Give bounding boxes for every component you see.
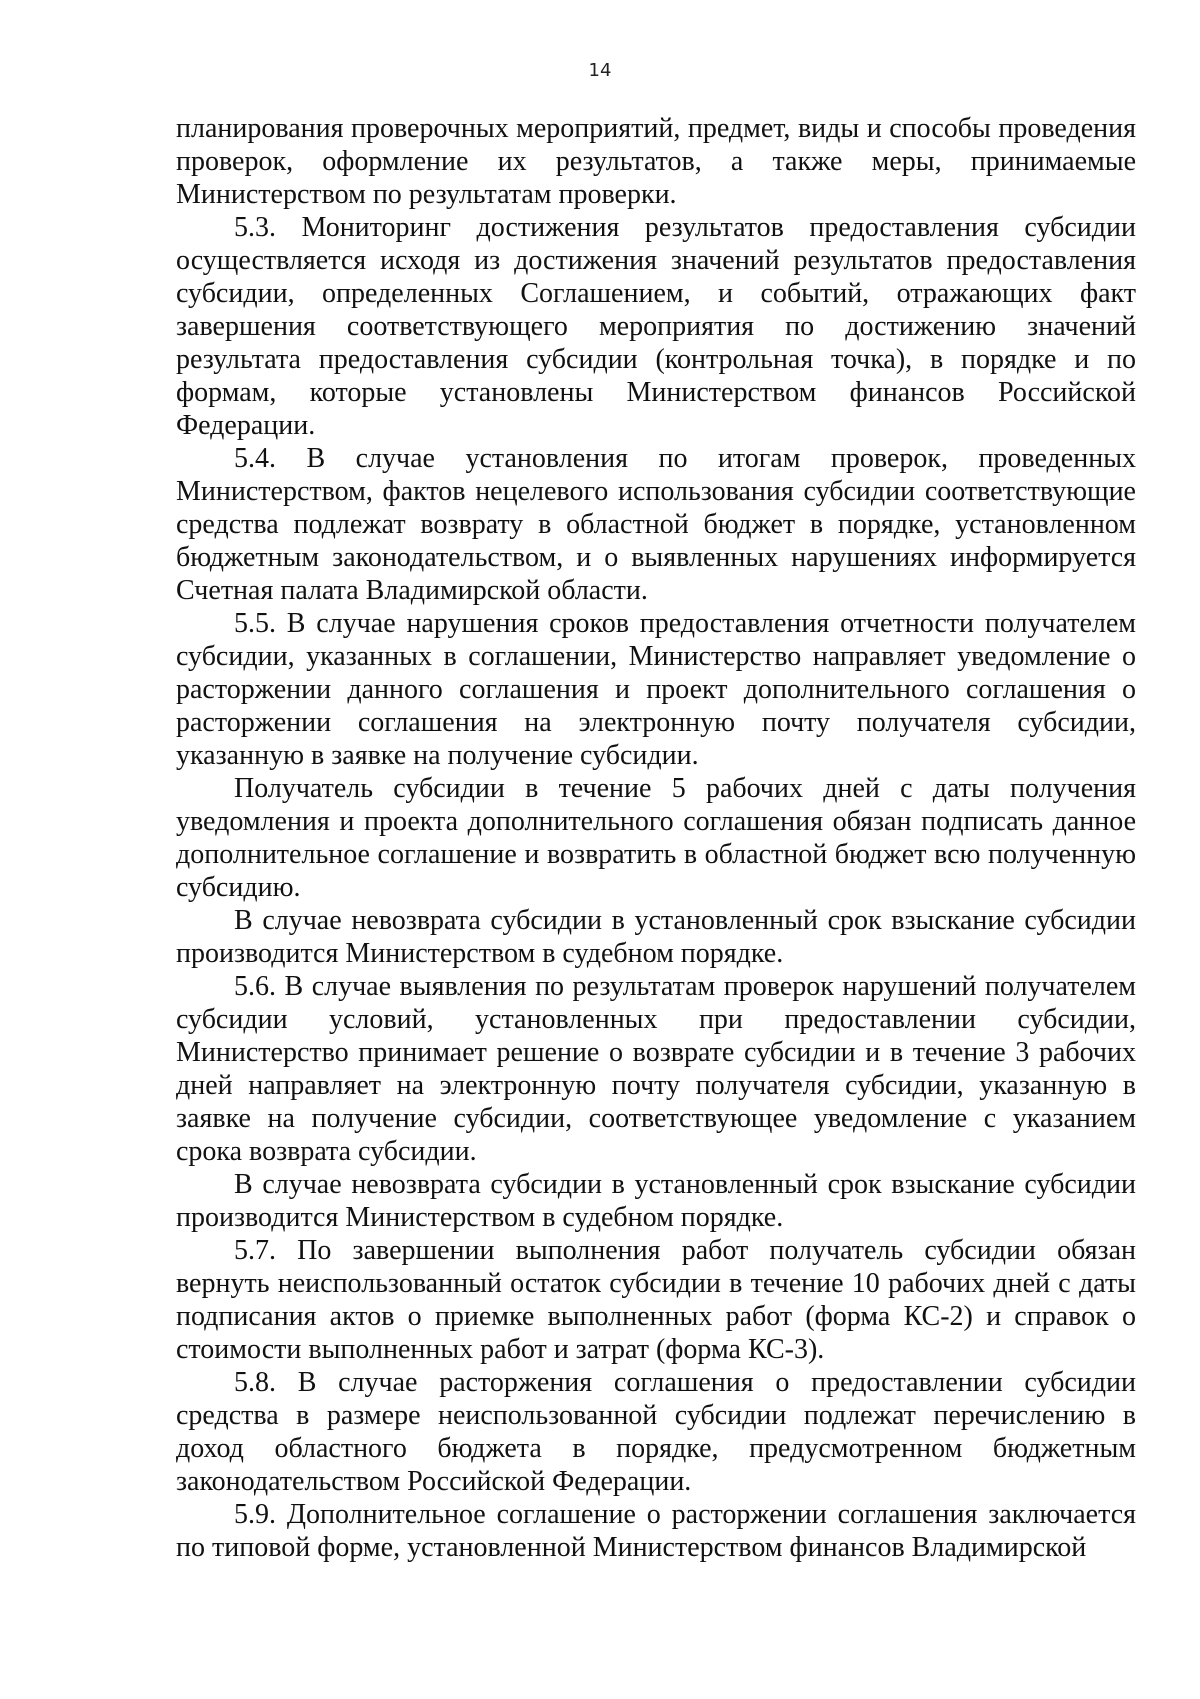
paragraph-5-5-non-return: В случае невозврата субсидии в установленный срок взыскание субсидии производится Министерством в судебном порядке. (176, 905, 1136, 969)
page-number: 14 (588, 60, 612, 81)
paragraph-5-9: 5.9. Дополнительное соглашение о расторжении соглашения заключается по типовой форме, установленной Министерством финансов Владимирской (176, 1499, 1136, 1563)
paragraph-5-5: 5.5. В случае нарушения сроков предоставления отчетности получателем субсидии, указанных в соглашении, Министерство направляет уведомление о расторжении данного соглашения и проект дополнительного соглашения о расторжении соглашения на электронную почту получателя субсидии, указанную в заявке на получение субсидии. (176, 608, 1136, 771)
paragraph-5-8: 5.8. В случае расторжения соглашения о предоставлении субсидии средства в размере неиспользованной субсидии подлежат перечислению в доход областного бюджета в порядке, предусмотренном бюджетным законодательством Российской Федерации. (176, 1367, 1136, 1497)
paragraph-5-6: 5.6. В случае выявления по результатам проверок нарушений получателем субсидии условий, установленных при предоставлении субсидии, Министерство принимает решение о возврате субсидии и в течение 3 рабочих дней направляет на электронную почту получателя субсидии, указанную в заявке на получение субсидии, соответствующее уведомление с указанием срока возврата субсидии. (176, 971, 1136, 1167)
paragraph-5-3: 5.3. Мониторинг достижения результатов предоставления субсидии осуществляется исходя из достижения значений результатов предоставления субсидии, определенных Соглашением, и событий, отражающих факт завершения соответствующего мероприятия по достижению значений результата предоставления субсидии (контрольная точка), в порядке и по формам, которые установлены Министерством финансов Российской Федерации. (176, 212, 1136, 441)
paragraph-5-5-recipient: Получатель субсидии в течение 5 рабочих дней с даты получения уведомления и проекта дополнительного соглашения обязан подписать данное дополнительное соглашение и возвратить в областной бюджет всю полученную субсидию. (176, 773, 1136, 903)
paragraph-5-7: 5.7. По завершении выполнения работ получатель субсидии обязан вернуть неиспользованный остаток субсидии в течение 10 рабочих дней с даты подписания актов о приемке выполненных работ (форма КС-2) и справок о стоимости выполненных работ и затрат (форма КС-3). (176, 1235, 1136, 1365)
paragraph-continuation: планирования проверочных мероприятий, предмет, виды и способы проведения проверок, оформление их результатов, а также меры, принимаемые Министерством по результатам проверки. (176, 113, 1136, 210)
document-body (176, 112, 1136, 1564)
paragraph-5-4: 5.4. В случае установления по итогам проверок, проведенных Министерством, фактов нецелевого использования субсидии соответствующие средства подлежат возврату в областной бюджет в порядке, установленном бюджетным законодательством, и о выявленных нарушениях информируется Счетная палата Владимирской области. (176, 443, 1136, 606)
paragraph-5-6-non-return: В случае невозврата субсидии в установленный срок взыскание субсидии производится Министерством в судебном порядке. (176, 1169, 1136, 1233)
